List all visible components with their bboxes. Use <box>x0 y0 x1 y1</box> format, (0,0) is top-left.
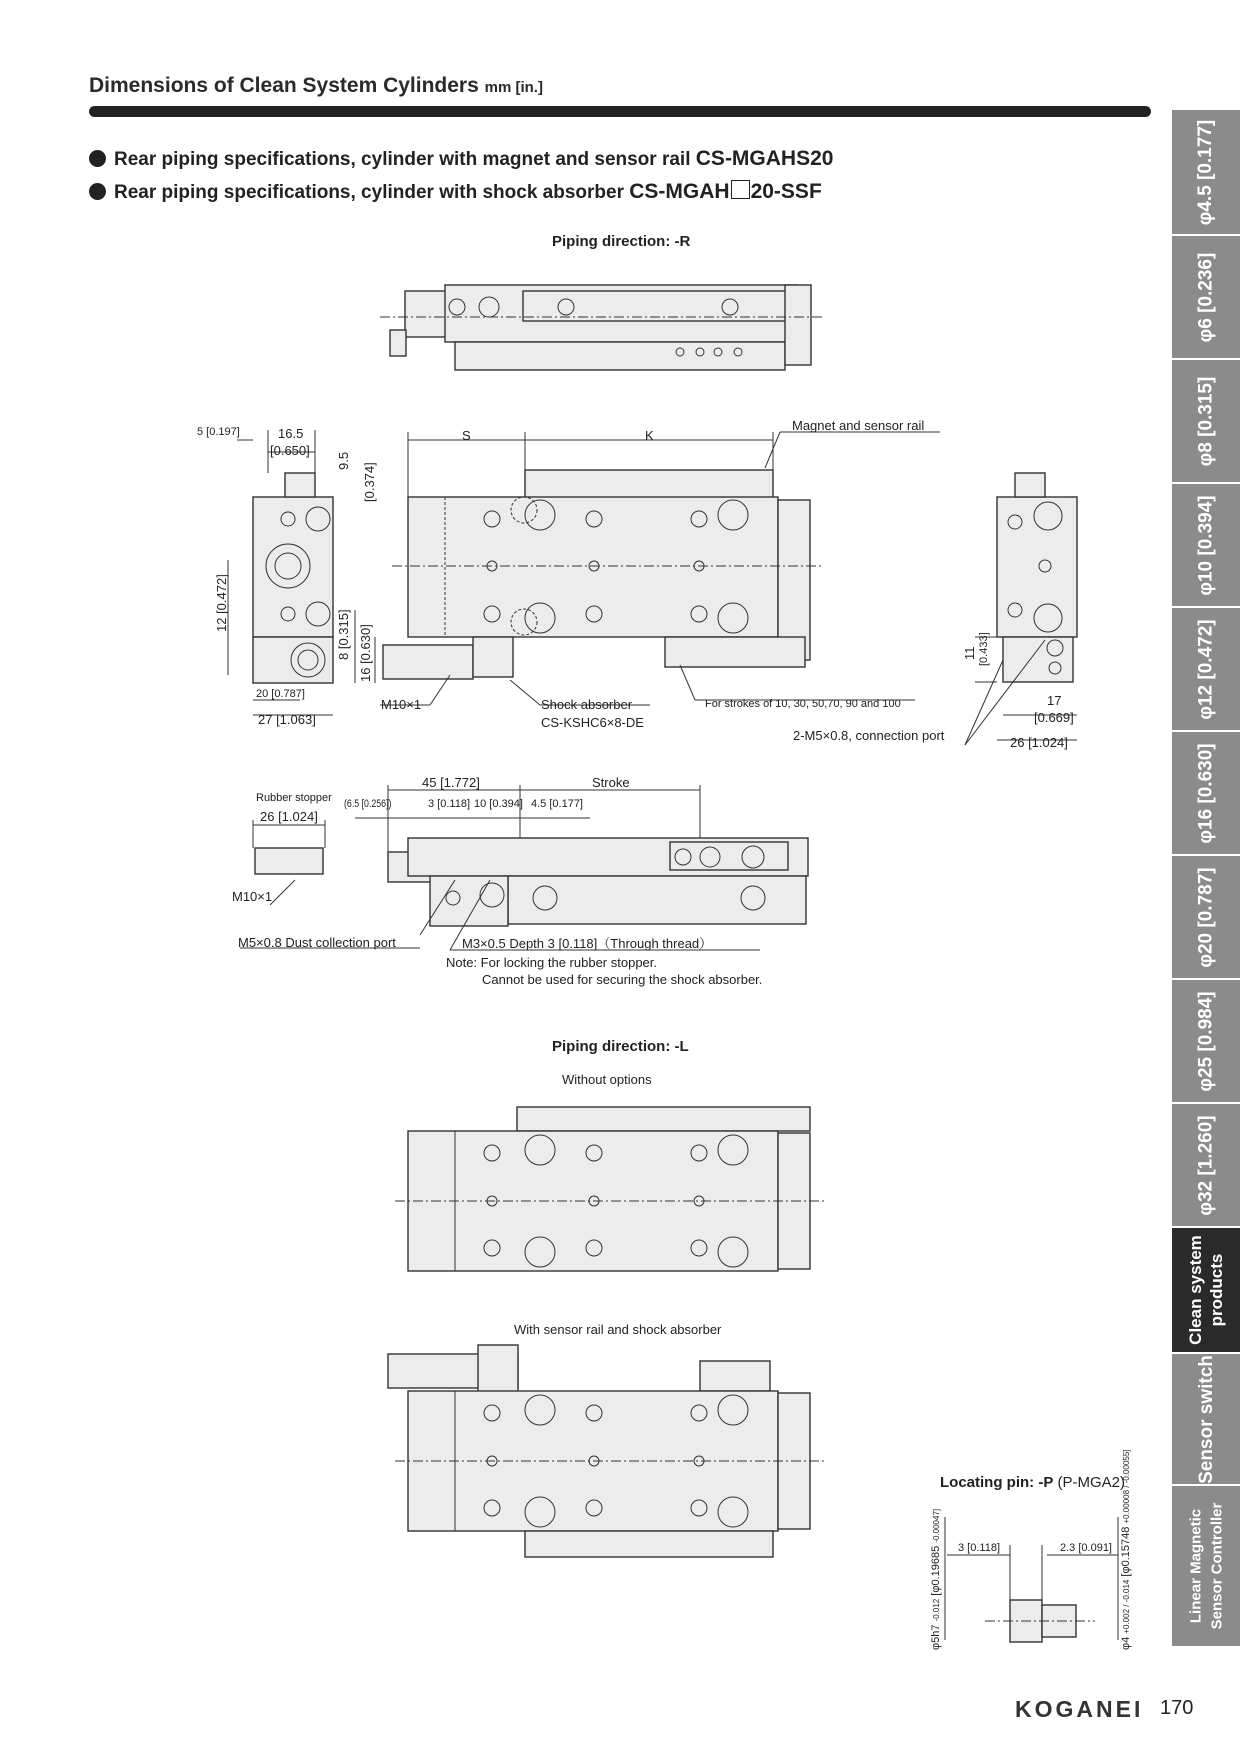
dim-11-in: [0.433] <box>978 632 990 666</box>
dim-16: 16 [0.630] <box>358 624 373 682</box>
label-shock-absorber: Shock absorber <box>541 697 633 712</box>
dim-4-5: 4.5 [0.177] <box>531 798 583 810</box>
page-number: 170 <box>1160 1697 1194 1719</box>
tab-phi-8[interactable] <box>1172 360 1240 484</box>
dim-stroke: Stroke <box>592 775 630 790</box>
drawing-l-without-options <box>395 1107 825 1271</box>
dim-6-5: (6.5 [0.256]) <box>344 798 392 810</box>
label-without-options: Without options <box>562 1072 652 1087</box>
tab-label-line2: products <box>1207 1253 1226 1327</box>
heading-text: Rear piping specifications, cylinder with magnet and sensor rail <box>114 149 696 170</box>
pin-phi4-in-tol: +0.00008 / -0.00055] <box>1122 1449 1131 1524</box>
sidebar-index <box>1172 110 1240 1646</box>
drawing-l-with-sensor-rail <box>388 1345 825 1557</box>
tab-label: φ32 [1.260] <box>1195 1114 1217 1216</box>
pin-phi4-tol: +0.002 / -0.014 <box>1122 1579 1131 1634</box>
locating-pin-label: Locating pin: -P <box>940 1474 1054 1491</box>
tab-label: φ4.5 [0.177] <box>1195 119 1217 225</box>
note-line-1: Note: For locking the rubber stopper. <box>446 955 658 970</box>
locating-pin-model: (P-MGA2) <box>1057 1474 1125 1491</box>
dim-17-in: [0.669] <box>1034 710 1074 725</box>
tab-linear-magnetic-sensor-controller[interactable] <box>1172 1486 1240 1648</box>
dim-9-5-in: [0.374] <box>362 462 377 502</box>
dim-5: 5 [0.197] <box>197 426 240 438</box>
label-rubber-stopper: Rubber stopper <box>256 792 332 804</box>
dim-20: 20 [0.787] <box>256 688 305 700</box>
tab-label: φ25 [0.984] <box>1195 990 1217 1092</box>
dim-16-5: 16.5 <box>278 426 304 441</box>
tab-phi-10[interactable] <box>1172 484 1240 608</box>
piping-l-title: Piping direction: -L <box>552 1038 689 1055</box>
locating-pin-title <box>940 1474 1125 1491</box>
label-dust-port: M5×0.8 Dust collection port <box>238 935 396 950</box>
drawing-side-view-left <box>228 430 375 715</box>
koganei-logo: KOGANEI <box>1015 1696 1144 1722</box>
pin-dim-2-3: 2.3 [0.091] <box>1060 1542 1112 1554</box>
pin-phi4-value: φ4 <box>1120 1636 1132 1650</box>
label-magnet-rail: Magnet and sensor rail <box>792 418 925 433</box>
heading-model: CS-MGAHS20 <box>695 147 834 170</box>
pin-phi5-in-tol: -0.00047] <box>932 1508 941 1543</box>
dim-17: 17 <box>1047 693 1062 708</box>
label-m10: M10×1 <box>381 697 422 712</box>
dim-26-stopper: 26 [1.024] <box>260 809 318 824</box>
dim-12: 12 [0.472] <box>214 574 229 632</box>
tab-phi-4-5[interactable] <box>1172 110 1240 236</box>
tab-phi-16[interactable] <box>1172 732 1240 856</box>
tab-phi-6[interactable] <box>1172 236 1240 360</box>
drawing-locating-pin <box>945 1517 1118 1642</box>
dim-k: K <box>645 428 654 443</box>
label-with-sensor-rail: With sensor rail and shock absorber <box>514 1322 722 1337</box>
heading-text: Rear piping specifications, cylinder with shock absorber <box>114 182 630 203</box>
pin-phi5 <box>930 1509 942 1650</box>
dim-26: 26 [1.024] <box>1010 735 1068 750</box>
tab-clean-system-products[interactable] <box>1172 1228 1240 1354</box>
tab-phi-25[interactable] <box>1172 980 1240 1104</box>
tab-label-line2: Sensor Controller <box>1208 1502 1225 1630</box>
pin-dim-3: 3 [0.118] <box>958 1542 1000 1554</box>
tab-label: φ12 [0.472] <box>1195 618 1217 720</box>
dim-3: 3 [0.118] <box>428 798 470 810</box>
tab-label: φ16 [0.630] <box>1195 742 1217 844</box>
pin-phi5-tol: -0.012 <box>932 1598 941 1622</box>
heading-model-prefix: CS-MGAH <box>629 180 730 203</box>
tab-label-line1: Clean system <box>1186 1235 1205 1345</box>
tab-label-line1: Linear Magnetic <box>1187 1508 1204 1624</box>
piping-r-title: Piping direction: -R <box>552 233 691 250</box>
heading-model-suffix: 20-SSF <box>750 180 822 203</box>
label-connection-port: 2-M5×0.8, connection port <box>793 728 945 743</box>
label-m3-thread: M3×0.5 Depth 3 [0.118]（Through thread） <box>462 936 713 951</box>
label-strokes: For strokes of 10, 30, 50,70, 90 and 100 <box>705 698 901 710</box>
drawing-main-view-r <box>380 432 940 705</box>
pin-phi5-value: φ5h7 <box>930 1624 942 1650</box>
note-line-2: Cannot be used for securing the shock absorber. <box>482 972 763 987</box>
title-text: Dimensions of Clean System Cylinders <box>89 74 479 97</box>
dim-9-5: 9.5 <box>336 451 351 470</box>
dim-27: 27 [1.063] <box>258 712 316 727</box>
label-m10-stopper: M10×1 <box>232 889 273 904</box>
tab-label-two-line <box>1185 1503 1227 1630</box>
label-shock-model: CS-KSHC6×8-DE <box>541 715 644 730</box>
tab-phi-20[interactable] <box>1172 856 1240 980</box>
tab-label: φ8 [0.315] <box>1195 376 1217 466</box>
dim-16-5-in: [0.650] <box>270 443 310 458</box>
tab-label-two-line <box>1185 1235 1227 1345</box>
tab-label: φ20 [0.787] <box>1195 866 1217 968</box>
tab-label: Sensor switch <box>1195 1354 1217 1484</box>
dim-11: 11 <box>962 646 977 660</box>
tab-phi-12[interactable] <box>1172 608 1240 732</box>
title-unit: mm [in.] <box>484 79 543 96</box>
tab-sensor-switch[interactable] <box>1172 1354 1240 1486</box>
pin-phi5-in: [φ0.19685 <box>930 1545 942 1596</box>
dim-45: 45 [1.772] <box>422 775 480 790</box>
dim-s: S <box>462 428 471 443</box>
tab-label: φ6 [0.236] <box>1195 252 1217 342</box>
tab-phi-32[interactable] <box>1172 1104 1240 1228</box>
drawing-top-view-r <box>380 285 825 370</box>
pin-phi4 <box>1120 1449 1132 1650</box>
dim-10: 10 [0.394] <box>474 798 523 810</box>
dim-8: 8 [0.315] <box>336 609 351 660</box>
pin-phi4-in: [φ0.15748 <box>1120 1526 1132 1577</box>
tab-label: φ10 [0.394] <box>1195 494 1217 596</box>
drawing-detail-view <box>240 785 808 950</box>
